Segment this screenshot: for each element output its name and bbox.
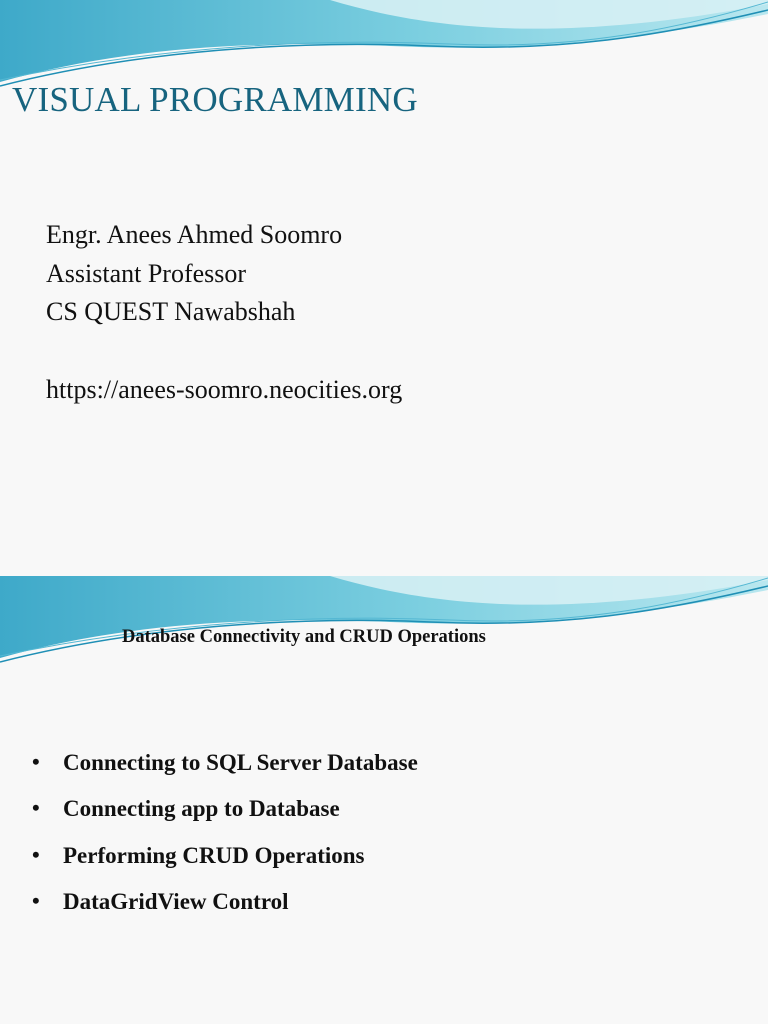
decorative-wave-header [0, 576, 768, 676]
slide-title-text: VISUAL PROGRAMMING [12, 80, 418, 119]
bullet-icon: • [32, 749, 40, 774]
author-website-link[interactable]: https://anees-soomro.neocities.org [46, 374, 403, 404]
author-position: Assistant Professor [46, 258, 247, 288]
slide-topics-title: Database Connectivity and CRUD Operations [122, 627, 486, 647]
bullet-icon: • [32, 841, 40, 867]
author-affiliation: CS QUEST Nawabshah [46, 297, 296, 326]
list-item-text: Connecting app to Database [63, 796, 340, 822]
list-item-text: Performing CRUD Operations [63, 842, 365, 868]
author-info [46, 216, 402, 409]
list-item-text: Connecting to SQL Server Database [63, 750, 418, 775]
author-name: Engr. Anees Ahmed Soomro [46, 220, 343, 249]
list-item-text: DataGridView Control [63, 888, 289, 914]
slide-topics [0, 576, 768, 1024]
bullet-icon: • [32, 795, 40, 821]
bullet-icon: • [32, 887, 40, 913]
